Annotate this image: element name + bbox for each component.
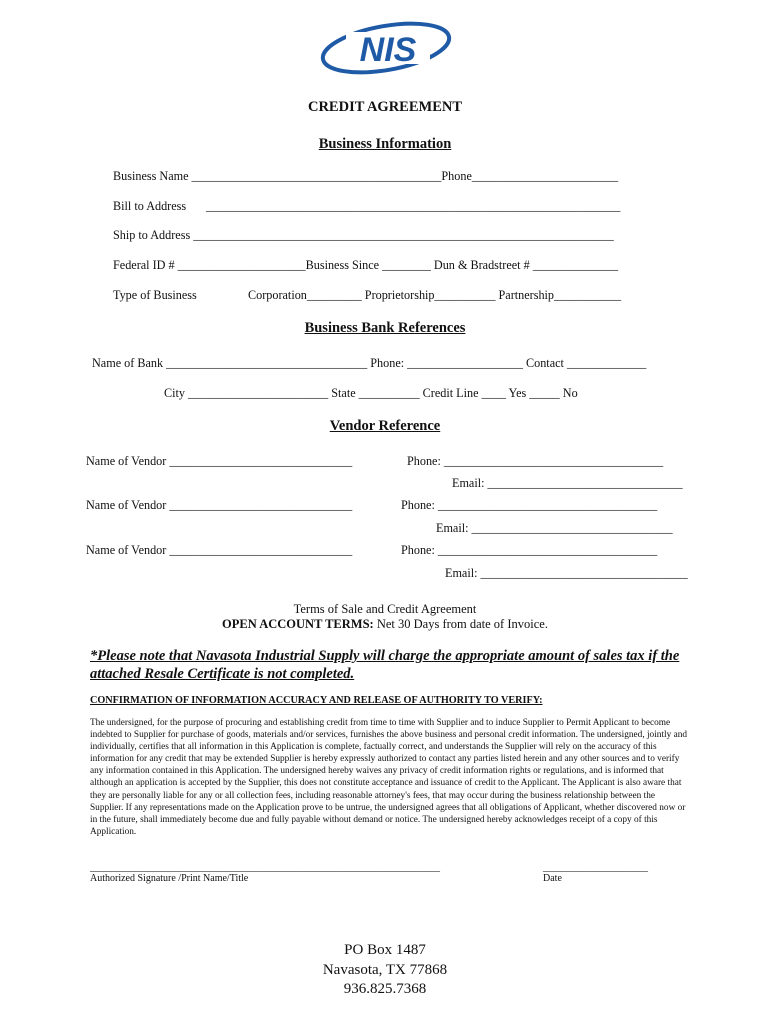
name-of-bank-row[interactable]: Name of Bank _________________________________ Phone: ___________________ Contact _____________ — [92, 356, 647, 370]
vendor-reference-heading: Vendor Reference — [329, 418, 441, 434]
vendor-email-field[interactable]: Email: _________________________________ — [436, 521, 673, 535]
nis-logo — [316, 18, 456, 82]
vendor-name-field[interactable]: Name of Vendor ______________________________ — [86, 454, 353, 468]
vendor-name-field[interactable]: Name of Vendor ______________________________ — [86, 543, 353, 557]
vendor-phone-field[interactable]: Phone: ____________________________________ — [407, 454, 664, 468]
logo-text: NIS — [359, 31, 417, 69]
legal-text: The undersigned, for the purpose of procuring and establishing credit from time to time with Supplier and to induce Supplier to Permit Applicant to become indebted to Supplier for purchase of goods, materials and/or services, furnishes the above business and personal credit information. The undersigned, jointly and individually, certifies that all information in this Application is complete, factually correct, and understands the Supplier will rely on the accuracy of this information for any credit that may be extended Supplier is hereby expressly authorized to contact any parties listed herein and any other sources and to verify any information contained in this Application. The undersigned hereby waives any privacy of credit information rights or regulations, and is informed that although an application is accepted by the Supplier, this does not constitute acceptance and issuance of credit to the Applicant. The Applicant is also aware that they are personally liable for any or all collection fees, including reasonable attorney's fees, that may occur during the business relationship between the Supplier. If any representations made on the Application prove to be untrue, the undersigned agrees that all obligations of Applicant, whether discovered now or in the future, shall immediately become due and fully payable without demand or notice. The undersigned hereby acknowledges receipt of a copy of this Application. — [90, 718, 688, 837]
signature-line[interactable]: ______________________________________________________________________ — [90, 862, 440, 873]
ship-to-field[interactable]: Ship to Address _____________________________________________________________________ — [113, 228, 614, 242]
bill-to-label: Bill to Address — [113, 199, 187, 213]
bank-references-heading: Business Bank References — [304, 320, 466, 336]
type-of-business-options[interactable]: Corporation_________ Proprietorship__________ Partnership___________ — [248, 288, 622, 302]
type-of-business-label: Type of Business — [113, 288, 197, 302]
vendor-email-field[interactable]: Email: ________________________________ — [452, 476, 683, 490]
business-name-field[interactable]: Business Name _________________________________________Phone________________________ — [113, 169, 619, 183]
business-info-heading: Business Information — [318, 136, 452, 152]
vendor-email-field[interactable]: Email: __________________________________ — [445, 566, 688, 580]
bank-city-row[interactable]: City _______________________ State __________ Credit Line ____ Yes _____ No — [164, 386, 578, 400]
open-account-value: Net 30 Days from date of Invoice. — [373, 617, 548, 631]
vendor-name-field[interactable]: Name of Vendor ______________________________ — [86, 498, 353, 512]
page-title: CREDIT AGREEMENT — [307, 99, 463, 115]
terms-of-sale-title: Terms of Sale and Credit Agreement — [293, 602, 477, 616]
open-account-label: OPEN ACCOUNT TERMS: — [222, 617, 374, 631]
confirmation-heading: CONFIRMATION OF INFORMATION ACCURACY AND RELEASE OF AUTHORITY TO VERIFY: — [90, 695, 543, 706]
address-city: Navasota, TX 77868 — [322, 962, 448, 978]
signature-label: Authorized Signature /Print Name/Title — [90, 873, 249, 884]
open-account-terms — [0, 617, 770, 632]
address-po-box: PO Box 1487 — [344, 942, 426, 958]
address-phone: 936.825.7368 — [343, 981, 427, 997]
vendor-phone-field[interactable]: Phone: ____________________________________ — [401, 543, 658, 557]
federal-id-row[interactable]: Federal ID # _____________________Business Since ________ Dun & Bradstreet # ______________ — [113, 258, 619, 272]
sales-tax-note: *Please note that Navasota Industrial Supply will charge the appropriate amount of sales tax if the attached Resale Certificate is not completed. — [90, 648, 680, 682]
vendor-phone-field[interactable]: Phone: ____________________________________ — [401, 498, 658, 512]
date-line[interactable]: _____________________ — [543, 862, 648, 873]
bill-to-field[interactable]: ____________________________________________________________________ — [206, 199, 621, 213]
date-label: Date — [543, 873, 562, 884]
